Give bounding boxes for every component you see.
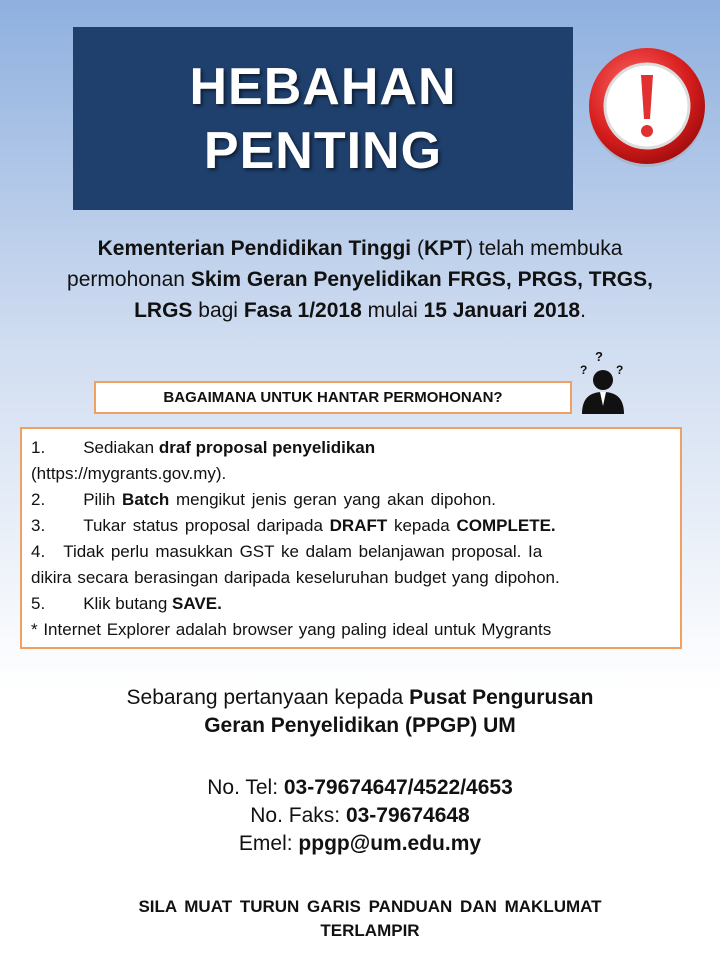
confused-person-icon xyxy=(576,348,630,414)
svg-text:?: ? xyxy=(580,363,588,377)
banner-title-line2: PENTING xyxy=(203,121,443,180)
fax-line: No. Faks: 03-79674648 xyxy=(250,804,470,827)
svg-text:?: ? xyxy=(616,363,624,377)
step-3: 3. Tukar status proposal daripada DRAFT kepada COMPLETE. xyxy=(31,516,556,535)
download-notice-line2: TERLAMPIR xyxy=(320,921,420,940)
email-line: Emel: ppgp@um.edu.my xyxy=(238,832,482,855)
browser-note: * Internet Explorer adalah browser yang paling ideal untuk Mygrants xyxy=(31,620,552,639)
announcement-banner xyxy=(73,27,573,210)
howto-heading: BAGAIMANA UNTUK HANTAR PERMOHONAN? xyxy=(163,389,503,406)
phone-line: No. Tel: 03-79674647/4522/4653 xyxy=(207,776,513,799)
svg-text:?: ? xyxy=(595,349,603,364)
howto-heading-box xyxy=(94,381,572,414)
intro-paragraph: Kementerian Pendidikan Tinggi (KPT) telah membuka permohonan Skim Geran Penyelidikan FRGS, PRGS, TRGS, LRGS bagi Fasa 1/2018 mulai 15 Januari 2018. xyxy=(67,237,653,322)
alert-exclamation-icon xyxy=(585,45,709,169)
contact-section xyxy=(40,684,680,858)
download-notice xyxy=(60,895,680,943)
download-notice-line1: SILA MUAT TURUN GARIS PANDUAN DAN MAKLUMAT xyxy=(138,897,602,916)
step-1: 1. Sediakan draf proposal penyelidikan xyxy=(31,438,376,457)
step-5: 5. Klik butang SAVE. xyxy=(31,594,222,613)
step-4-continued: dikira secara berasingan daripada keseluruhan budget yang dipohon. xyxy=(31,568,560,587)
instruction-steps-box xyxy=(20,427,682,649)
step-1-url: (https://mygrants.gov.my). xyxy=(31,464,227,483)
step-2: 2. Pilih Batch mengikut jenis geran yang akan dipohon. xyxy=(31,490,496,509)
banner-title-line1: HEBAHAN xyxy=(189,57,457,116)
inquiry-line-1: Sebarang pertanyaan kepada Pusat Pengurusan xyxy=(126,686,594,709)
inquiry-line-2: Geran Penyelidikan (PPGP) UM xyxy=(204,714,516,737)
step-4: 4. Tidak perlu masukkan GST ke dalam belanjawan proposal. Ia xyxy=(31,542,543,561)
